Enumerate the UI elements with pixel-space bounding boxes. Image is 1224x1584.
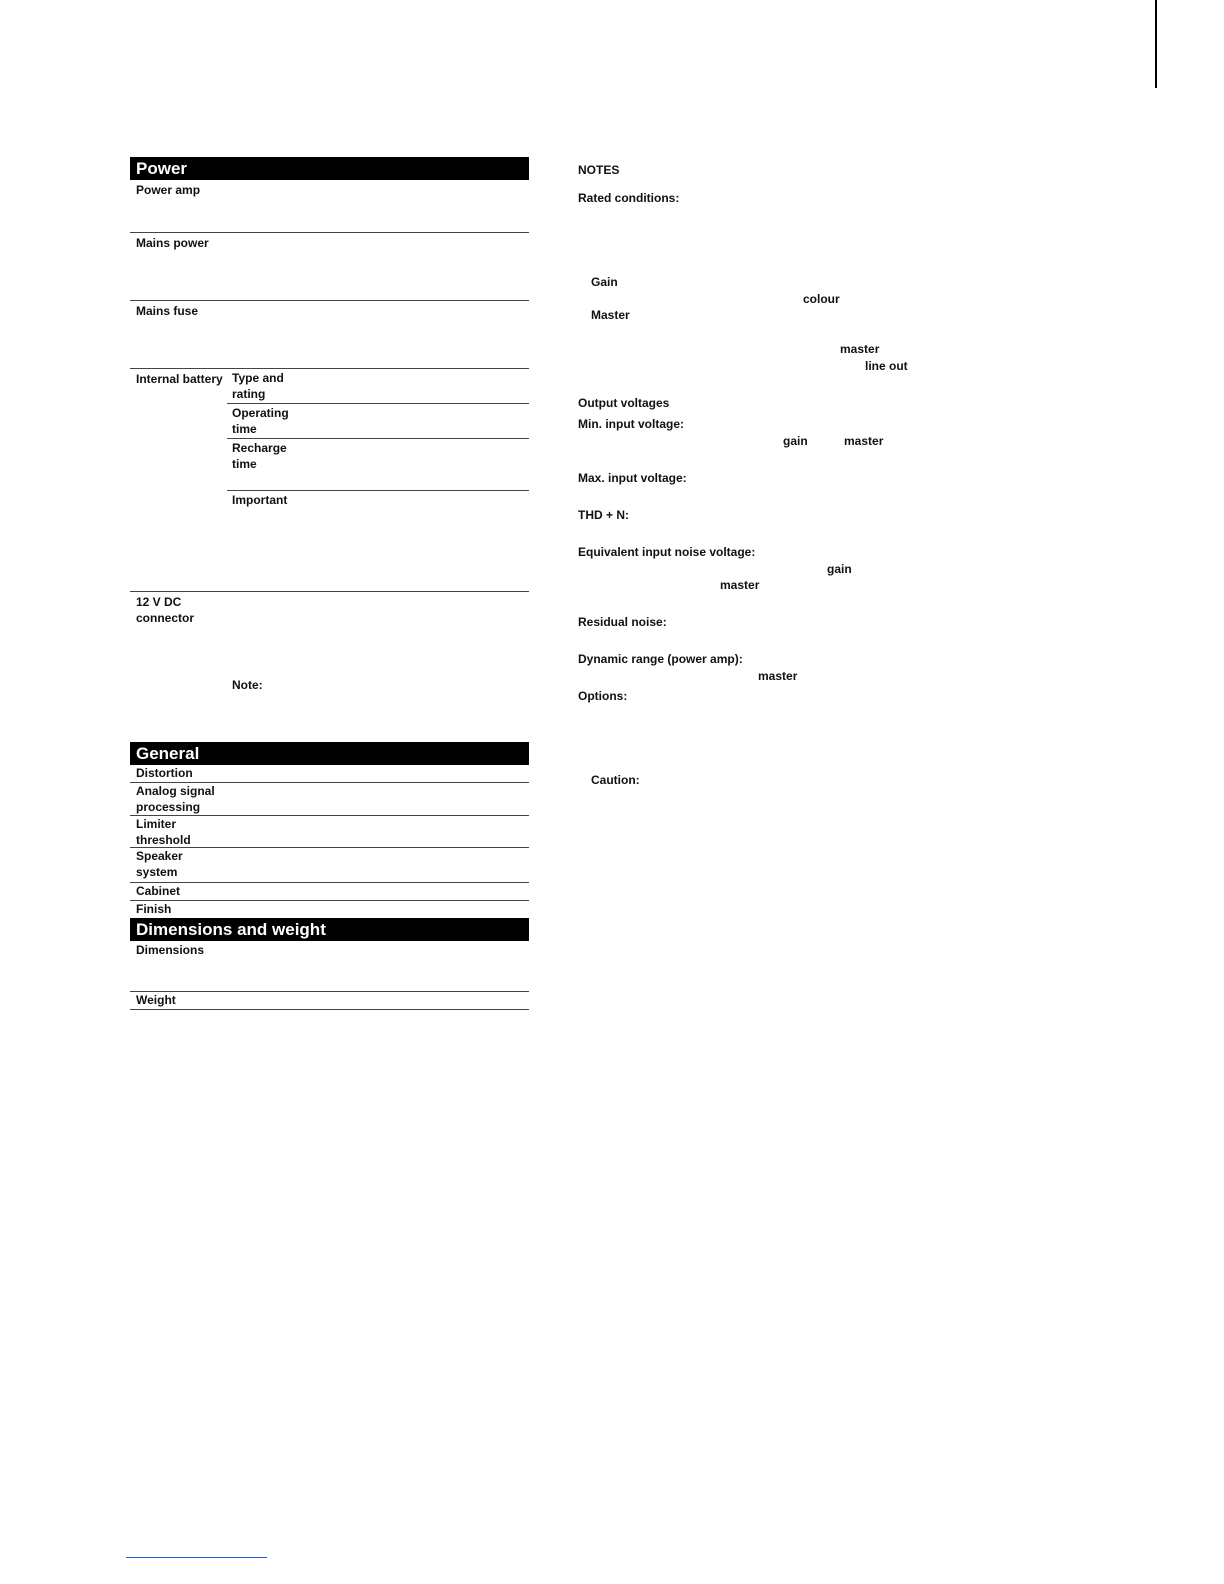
spec-row-speaker xyxy=(130,848,529,883)
master-label: master xyxy=(758,669,798,683)
spec-row-mains-fuse xyxy=(130,301,529,369)
spec-label: Mains fuse xyxy=(136,304,199,318)
master-label: Master xyxy=(591,308,630,322)
gain-label: gain xyxy=(827,562,852,576)
section-header-dimensions: Dimensions and weight xyxy=(130,918,529,941)
gain-label: gain xyxy=(783,434,808,448)
master-label: master xyxy=(720,578,760,592)
spec-row-internal-battery xyxy=(130,369,529,592)
master-label: master xyxy=(840,342,880,356)
notes-column xyxy=(578,160,1138,800)
spec-label: Dimensions xyxy=(136,943,205,957)
caution-label: Caution: xyxy=(591,773,640,787)
sub-row-type-rating xyxy=(227,369,529,404)
sub-row-important xyxy=(227,491,529,591)
spec-label: Cabinet xyxy=(136,884,181,898)
spec-row-weight xyxy=(130,992,529,1010)
spec-label: Distortion xyxy=(136,766,193,780)
spec-label: Limiter threshold xyxy=(136,817,191,847)
master-label: master xyxy=(844,434,884,448)
sub-row-operating-time xyxy=(227,404,529,439)
min-input-label: Min. input voltage: xyxy=(578,417,684,431)
notes-title: NOTES xyxy=(578,163,620,177)
spec-label: Analog signal processing xyxy=(136,784,215,814)
thd-label: THD + N: xyxy=(578,508,629,522)
spec-label: Speaker system xyxy=(136,849,183,879)
spec-label: Weight xyxy=(136,993,176,1007)
ein-label: Equivalent input noise voltage: xyxy=(578,545,756,559)
sub-label: Important xyxy=(232,493,288,507)
section-header-power: Power xyxy=(130,157,529,180)
options-label: Options: xyxy=(578,689,628,703)
gain-label: Gain xyxy=(591,275,618,289)
residual-noise-label: Residual noise: xyxy=(578,615,667,629)
footnote-rule xyxy=(126,1557,267,1558)
spec-label: 12 V DC connector xyxy=(136,595,195,625)
spec-row-dimensions xyxy=(130,941,529,992)
battery-sub-rows xyxy=(227,369,529,591)
section-header-general: General xyxy=(130,742,529,765)
spec-row-analog xyxy=(130,783,529,816)
spec-label: Internal battery xyxy=(136,372,223,386)
spec-row-cabinet xyxy=(130,883,529,901)
top-vertical-rule xyxy=(1155,0,1157,88)
colour-label: colour xyxy=(803,292,840,306)
spec-label: Mains power xyxy=(136,236,209,250)
spec-row-mains-power xyxy=(130,233,529,301)
spec-row-distortion xyxy=(130,765,529,783)
rated-conditions-label: Rated conditions: xyxy=(578,191,680,205)
sub-label: Type and rating xyxy=(232,371,284,401)
spec-row-finish xyxy=(130,901,529,918)
spec-row-power-amp xyxy=(130,180,529,233)
line-out-label: line out xyxy=(865,359,908,373)
spec-label: Power amp xyxy=(136,183,201,197)
note-label: Note: xyxy=(232,678,263,692)
spec-row-limiter xyxy=(130,816,529,848)
sub-row-recharge-time xyxy=(227,439,529,491)
spec-table xyxy=(130,157,529,1010)
sub-label: Recharge time xyxy=(232,441,287,471)
spec-row-dc-connector xyxy=(130,592,529,742)
output-voltages-label: Output voltages xyxy=(578,396,670,410)
max-input-label: Max. input voltage: xyxy=(578,471,687,485)
sub-label: Operating time xyxy=(232,406,289,436)
dynamic-range-label: Dynamic range (power amp): xyxy=(578,652,743,666)
spec-label: Finish xyxy=(136,902,172,916)
